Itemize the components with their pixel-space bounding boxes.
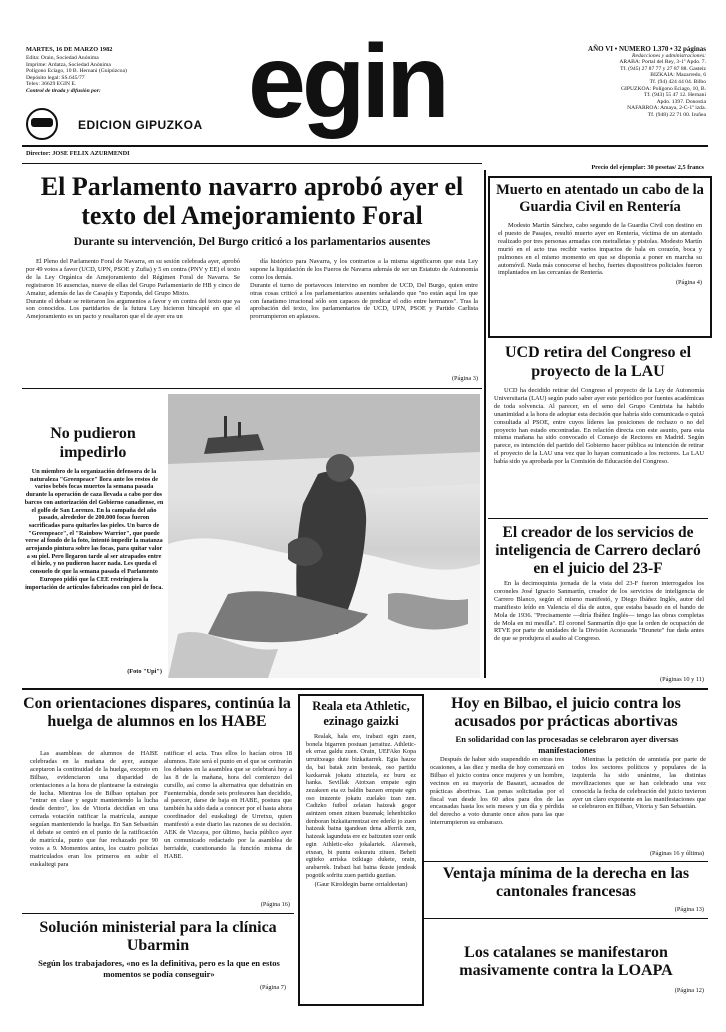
attack-page-ref: (Página 4) [675,279,702,287]
imprint-line: Depósito legal: SS.645/77 [26,74,85,81]
office-line: GIPUZKOA: Polígono Eciago, 10, B. [621,85,706,92]
lead-col-2: día histórico para Navarra, y los contrarios a la misma significaron que esta Ley supone la liquidación de los Fueros de Navarra además de ser un Estatuto de Autonomía como los demás. Durante el turno de portavoces intervino en nombre de UCD, Del Burgo, quien entre otras cosas criticó a los parlamentarios ausentes señalando que "no están aquí los que con fanatismo irracional sólo son capaces de predicar el odio entre hermanos". Tras la aprobación del texto, los parlamentarios de UCD, UPN, PSOE y Partido Carlista prorrumpieron en aplausos. [250,258,478,321]
director-line: Director: JOSE FELIX AZURMENDI [26,150,130,157]
right-box-attack [488,176,712,338]
photo-credit: (Foto "Upi") [127,668,162,675]
attack-headline: Muerto en atentado un cabo de la Guardia Civil en Rentería [496,182,704,215]
abortion-page-ref: (Páginas 16 y última) [649,850,704,857]
office-line: Tf. (943) 55 47 12. Hernani [644,92,706,99]
photo-headline: No pudieron impedirlo [50,425,136,461]
column-divider [484,170,486,678]
cantonales-headline: Ventaja mínima de la derecha en las cantonales francesas [442,865,690,900]
carrero-body: En la decimoquinta jornada de la vista del 23-F fueron interrogados los coroneles José Ignacio Sanmartín, creador de los servicios de inteligencia de Carrero Blanco, según el mismo manifestó, y Diego Ibáñez Inglés, autor del manifiesto leído en Valencia el día de autos, que estaba basado en el bando de Mola de 1936. "Precisamente —diría Ibáñez Inglés— tengo las obras completas de Mola en mi mesilla". El coronel Sanmartín dijo que la orden de ocupación de RTVE por parte de unidades de la División Acorazada "Brunete" fue dada antes de que se produjera el asalto al Congreso. [494,580,704,643]
rule [424,861,708,862]
sports-headline: Reala eta Athletic, ezinago gaizki [312,699,410,728]
attack-body: Modesto Martín Sánchez, cabo segundo de la Guardia Civil con destino en el puesto de Pasajes, resultó muerto ayer en Rentería, víctima de un atentado realizado por tres personas armadas con metralletas y pistolas. Modesto Martín murió en el acto tras recibir varios impactos de bala en corazón, boca y pulmones en el mismo momento en que se disponía a poner en marcha su automóvil. Nada más conocerse el hecho, fuertes dispositivos policiales fueron implantados en las cercanías de Rentería. [498,222,702,277]
ojd-seal-icon [26,108,58,140]
imprint-line: Edita: Orain, Sociedad Anónima [26,55,99,61]
masthead-rule [22,145,708,147]
sports-body: Realak, hala ere, irabazi egin zuen, bonela bigarren postuan jarraituz. Athletic-ek erraz galdu zuen. Orain, UEFAko Kopa urruitxeago dute bizkaitarrek. Egia hauxe da, bai batak zein besteak, oso partidu kaxkarrak jokatu zituztela, ez buru ez hanka. Sevillak Atotxan empate egin zezakeen eta ez baldin bazuen empate egin oso inuzente jokatu zuelako izan zen. Cadizko futbol zelaian haizeak gogor asintzen omen zituen buzenak; lehenbiziko denboran bizkaitarrentzat ere ederki jo zuen haizeak baina igandean dena alferrik zen, haizeak lagunduta ere ez baitzuten ezer onik egin Athletic-eko jokalariek. Alavesek, etxean, bi puntu eskuratu zituen. Beheti egiteko arriska txikiago dukete, orain, arabarrek. Irabazi bai baina ikuste jendeak pogotik sofritu zuen partidu guztian. [306,733,416,879]
newspaper-logo: egin [248,24,446,140]
imprint-line: Imprime: Ardatza, Sociedad Anónima [26,61,111,68]
office-line: BIZKAIA: Mazarredo, 6 [650,72,706,79]
sports-credit: (Gaur Kiroldegin barne orrialdeetan) [314,881,408,889]
habe-col-2: ratificar el acta. Tras ellos lo hacían otros 18 alumnos. Este será el punto en el que se centrarán los debates en la asamblea que se celebrará hoy a las 8 de la mañana, hora del comienzo del cursillo, así como la alternativa que debatirán en Fuenterrabía, donde seis profesores han decidido, al parecer, darse de baja en HABE, postura que también ha sido dada a conocer por el hasta ahora coordinador del euskaltegi de Urretxu, quien manifestó a este diario las razones de su decisión. AEK de Vizcaya, por último, hacía público ayer un comunicado redactado por la asamblea de herrialde, cuestionando la función misma de HABE. [164,750,292,860]
abortion-subhead: En solidaridad con las procesadas se celebraron ayer diversas manifestaciones [455,734,679,755]
imprint-line: Telex: 36629 EGIN E. [26,81,77,88]
price-line: Precio del ejemplar: 30 pesetas/ 2,5 francs [591,164,704,171]
imprint [26,55,166,95]
section-rule [22,688,708,690]
abortion-col-2: Mientras la petición de amnistía por parte de todos los sectores políticos y populares de la izquierda ha sido unánime, las distintas movilizaciones que se han celebrado una vez conocida la fecha de celebración del juicio tuvieron ayer un claro exponente en las manifestaciones que se celebraron en Bilbao, Vitoria y San Sebastián. [572,756,706,811]
ubarmin-page-ref: (Página 7) [259,984,286,991]
carrero-page-ref: (Páginas 10 y 11) [659,676,704,683]
habe-headline: Con orientaciones dispares, continúa la huelga de alumnos en los HABE [23,695,291,730]
loapa-headline: Los catalanes se manifestaron masivamente contra la LOAPA [459,944,673,979]
offices-title: Redacciones y administraciones: [632,52,706,59]
office-line: Apdo. 1397. Donostia [656,98,706,105]
seal-hunt-photo [168,394,480,678]
carrero-headline: El creador de los servicios de inteligencia de Carrero declaró en el juicio del 23-F [495,524,701,577]
issue-number: AÑO VI • NUMERO 1.370 • 32 páginas [588,45,706,53]
rule [424,918,708,919]
imprint-line: Control de tirada y difusión por: [26,87,101,94]
office-line: Tf. (945) 27 87 77 y 27 87 88. Gasteiz [620,65,706,72]
issue-date: MARTES, 16 DE MARZO 1982 [26,46,113,53]
photo-caption: Un miembro de la organización defensora de la naturaleza "Greenpeace" llora ante los restos de varios bebés focas muertos la semana pasada durante la operación de caza llevada a cabo por dos barcos con autorización del Gobierno canadiense, en el golfo de San Lorenzo. En la campaña del año pasado, alrededor de 200.000 focas fueron sacrificadas para quitarles las pieles. Un barco de "Greenpeace", el "Rainbow Warrior", que puede verse al fondo de la foto, intentó impedir la matanza arrojando pintura sobre las focas, para quitar valor a su piel. Pero llegaron tarde al ser atrapados entre el hielo, y no pudieron hacer nada. Les queda el consuelo de que la semana pasada el Parlamento Europeo pidió que la CEE restringiera la importación de artículos fabricados con piel de foca. [24,468,164,591]
abortion-col-1: Después de haber sido suspendido en otras tres ocasiones, a las diez y media de hoy comenzará en Bilbao el juicio contra once mujeres y un hombre, vecinos en su mayoría de Basauri, acusados de prácticas abortivas. Las penas solicitadas por el fiscal van desde los 60 años para dos de las encausadas hasta los seis meses y un día y pérdida del derecho a voto durante once años para las que interrumpieron su embarazo. [430,756,564,827]
habe-page-ref: (Página 16) [260,901,290,908]
lau-headline: UCD retira del Congreso el proyecto de la LAU [504,344,692,380]
lau-body: UCD ha decidido retirar del Congreso el proyecto de la Ley de Autonomía Universitaria (LAU) según pudo saber ayer este periódico por fuentes académicas de toda solvencia. Al parecer, en el seno del Grupo Centrista ha habido unanimidad a la hora de adoptar esta decisión que habría sido comunicada o quizá consultada al PSOE, entre cuyos líderes las posiciones de rechazo o no del proyecto han estado encontradas. En relación directa con este asunto, para esta misma mañana ha sido convocado el Consejo de Rectores en Madrid. Según parece, es intención del partido del Gobierno hacer pública su intención de retirar el proyecto de la LAU una vez que lo hayan comunicado a los rectores. La LAU había sido ya aprobada por la Comisión de Educación del Congreso. [494,387,704,466]
edition-label: EDICION GIPUZKOA [78,118,203,132]
ubarmin-subhead: Según los trabajadores, «no es la definitiva, pero es la que en estos momentos se podía conseguir» [38,958,280,979]
lead-headline: El Parlamento navarro aprobó ayer el texto del Amejoramiento Foral [40,172,464,230]
rule [22,388,482,389]
office-line: NAFARROA: Amaya, 2-C-1º izda. [627,105,706,112]
sports-box [298,694,424,1006]
loapa-page-ref: (Página 12) [674,987,704,994]
imprint-line: Polígono Ecíago, 10 B. Hernani (Guipúzcoa) [26,68,127,75]
habe-col-1: Las asambleas de alumnos de HABE celebradas en la mañana de ayer, aunque aceptaron la continuidad de la huelga, excepto en Bilbao, evidenciaron una disparidad de orientaciones a la hora de plantearse la estrategia de lucha. Mientras los de Bilbao optaban por "entrar en clase y seguir manteniendo la lucha desde dentro", los de Vitoria decidían en una cerrada votación ratificar la matrícula, aunque seguían manteniendo la huelga. En San Sebastián el debate se centró en el punto de la ratificación de matrícula, punto que fue rechazado por 90 votos a 9. Momentos antes, los cuatro policías matriculados eran los primeros en subir el euskaltegi para [30,750,158,868]
office-line: ARABA: Portal del Rey, 3-1º Apdo. 7. [619,59,706,66]
rule [22,913,294,914]
lead-col-1: El Pleno del Parlamento Foral de Navarra, en su sesión celebrada ayer, aprobó por 49 votos a favor (UCD, UPN, PSOE y Zufia) y 5 en contra (PNV y EE) el texto de la Ley Orgánica de Amejoramiento del Régimen Foral de Navarra. Se registraron 16 ausencias, nueve de ellas del Grupo Parlamentario de HB y cinco de Amaiur, además de las de Casajús y Ezponda, del Grupo Mixto. Durante el debate se reiteraron los argumentos a favor y en contra del texto que ya son conocidos. Los partidarios de la futura Ley hicieron hincapié en que el Amejoramiento es un pacto y resaltaron que el de ayer era un [26,258,240,321]
issue-info [566,46,706,119]
abortion-headline: Hoy en Bilbao, el juicio contra los acusados por prácticas abortivas [451,695,681,730]
ubarmin-headline: Solución ministerial para la clínica Ubarmin [39,919,277,954]
office-line: Tf. (94) 424 44 04. Bilbo [649,78,706,85]
lead-subhead: Durante su intervención, Del Burgo criticó a los parlamentarios ausentes [73,236,431,248]
photo-illustration [168,394,480,678]
lead-page-ref: (Página 3) [451,375,478,382]
cantonales-page-ref: (Página 13) [674,906,704,913]
office-line: Tf. (948) 22 71 00. Iruñea [647,111,706,118]
rule [22,163,482,164]
rule [488,518,708,519]
